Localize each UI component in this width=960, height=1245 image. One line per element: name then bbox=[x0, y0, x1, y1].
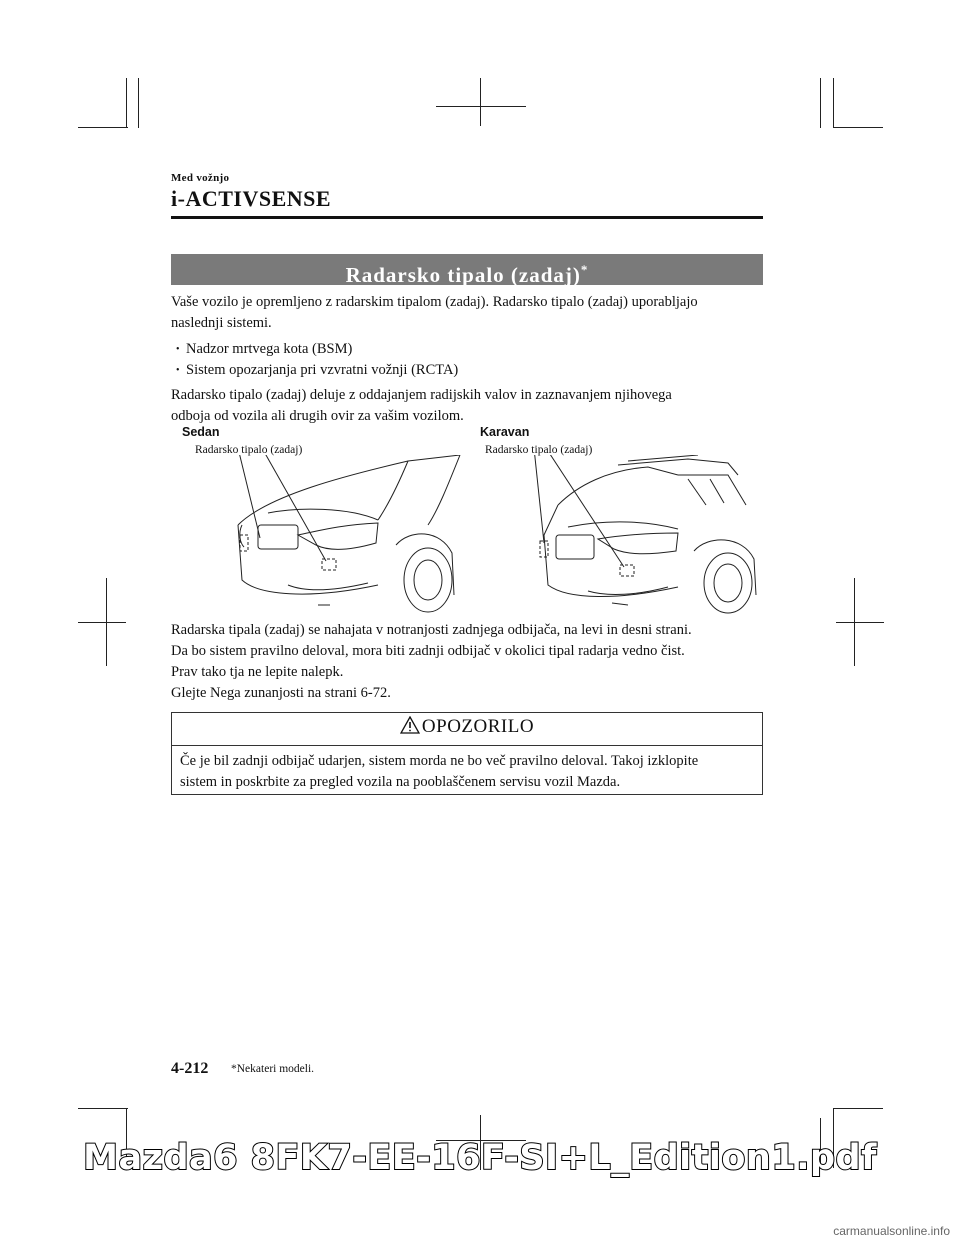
list-item-text: Sistem opozarjanja pri vzvratni vožnji (RCTA) bbox=[186, 362, 459, 378]
crop-mark bbox=[106, 578, 107, 666]
section-heading-text: Radarsko tipalo (zadaj) bbox=[345, 263, 581, 287]
wagon-label: Karavan bbox=[480, 425, 530, 439]
warning-triangle-icon bbox=[400, 716, 420, 734]
crop-mark bbox=[78, 1108, 128, 1109]
wagon-callout: Radarsko tipalo (zadaj) bbox=[485, 444, 593, 456]
crop-mark bbox=[436, 106, 526, 107]
warning-heading bbox=[172, 716, 762, 738]
sedan-rear-illustration bbox=[228, 455, 468, 615]
intro-line-1: Vaše vozilo je opremljeno z radarskim tipalom (zadaj). Radarsko tipalo (zadaj) uporabljajo bbox=[171, 294, 698, 310]
crop-mark bbox=[126, 78, 127, 128]
bullet-icon: • bbox=[176, 344, 180, 356]
intro-line-2: naslednji sistemi. bbox=[171, 315, 272, 331]
list-item bbox=[176, 360, 458, 381]
chapter-title: i-ACTIVSENSE bbox=[171, 186, 332, 211]
crop-mark bbox=[833, 127, 883, 128]
location-paragraph bbox=[171, 620, 763, 704]
bullet-icon: • bbox=[176, 365, 180, 377]
page-number: 4-212 bbox=[171, 1060, 209, 1077]
crop-mark bbox=[78, 622, 126, 623]
location-line-4: Glejte Nega zunanjosti na strani 6-72. bbox=[171, 685, 391, 701]
description-paragraph bbox=[171, 385, 763, 427]
sedan-callout: Radarsko tipalo (zadaj) bbox=[195, 444, 303, 456]
sedan-label: Sedan bbox=[182, 425, 220, 439]
crop-mark bbox=[833, 1108, 883, 1109]
warning-line-1: Če je bil zadnji odbijač udarjen, sistem morda ne bo več pravilno deloval. Takoj izklopite bbox=[180, 753, 699, 769]
document-watermark: Mazda6 8FK7-EE-16F-SI+L_Edition1.pdf bbox=[83, 1138, 877, 1178]
warning-separator bbox=[172, 745, 762, 746]
footnote-marker: * bbox=[580, 262, 589, 277]
location-line-2: Da bo sistem pravilno deloval, mora biti zadnji odbijač v okolici tipal radarja vedno čist. bbox=[171, 643, 685, 659]
warning-text bbox=[180, 751, 755, 793]
section-label: Med vožnjo bbox=[171, 172, 230, 184]
warning-box bbox=[171, 712, 763, 795]
warning-title: OPOZORILO bbox=[421, 716, 535, 737]
crop-mark bbox=[78, 127, 128, 128]
list-item-text: Nadzor mrtvega kota (BSM) bbox=[186, 341, 353, 357]
crop-mark bbox=[480, 78, 481, 126]
intro-paragraph bbox=[171, 292, 763, 334]
crop-mark bbox=[820, 78, 821, 128]
crop-mark bbox=[138, 78, 139, 128]
footnote: *Nekateri modeli. bbox=[231, 1063, 315, 1075]
site-watermark: carmanualsonline.info bbox=[833, 1224, 950, 1238]
section-heading bbox=[171, 254, 763, 285]
description-line-1: Radarsko tipalo (zadaj) deluje z oddajanjem radijskih valov in zaznavanjem njihovega bbox=[171, 387, 672, 403]
warning-line-2: sistem in poskrbite za pregled vozila na pooblaščenem servisu vozil Mazda. bbox=[180, 774, 621, 790]
crop-mark bbox=[833, 78, 834, 128]
wagon-rear-illustration bbox=[528, 455, 768, 615]
crop-mark bbox=[836, 622, 884, 623]
list-item bbox=[176, 339, 352, 360]
location-line-3: Prav tako tja ne lepite nalepk. bbox=[171, 664, 344, 680]
crop-mark bbox=[854, 578, 855, 666]
header-rule bbox=[171, 216, 763, 219]
location-line-1: Radarska tipala (zadaj) se nahajata v notranjosti zadnjega odbijača, na levi in desni strani. bbox=[171, 622, 692, 638]
description-line-2: odboja od vozila ali drugih ovir za vašim vozilom. bbox=[171, 408, 464, 424]
